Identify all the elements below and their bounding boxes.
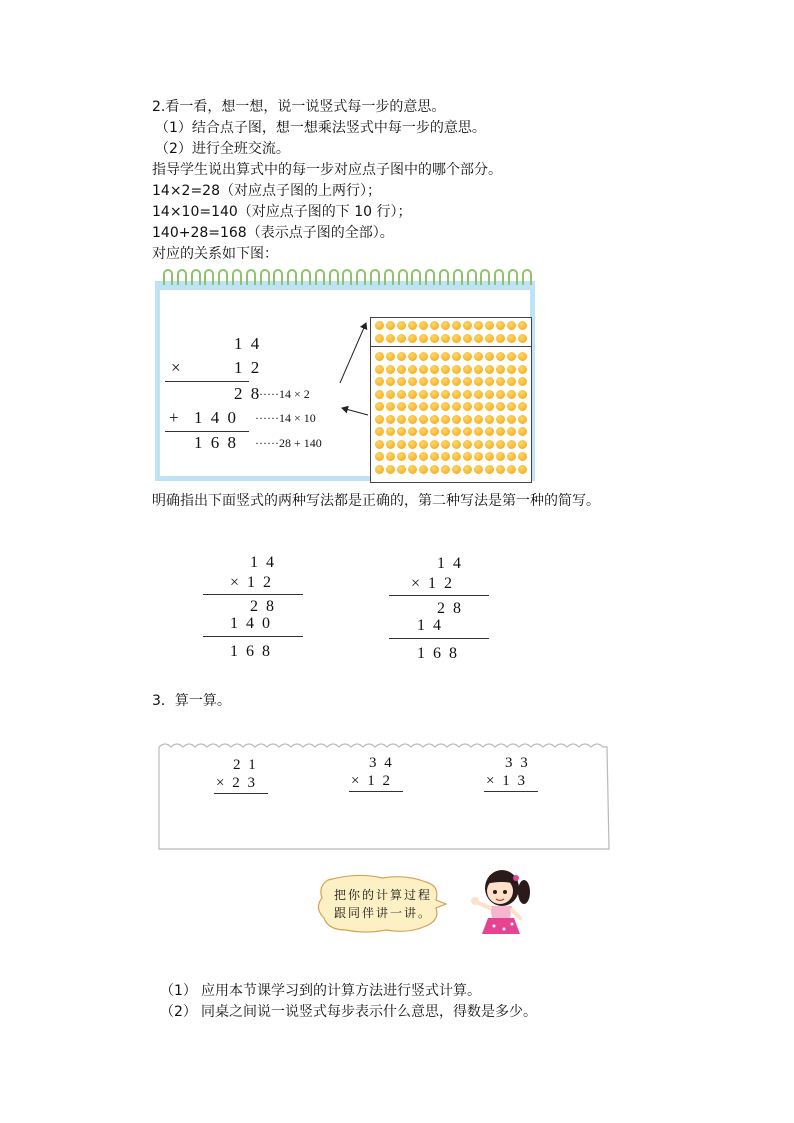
binding-ring: [218, 269, 228, 285]
exercise3-b: × 1 3: [486, 773, 527, 789]
grid-dot: [518, 390, 527, 399]
grid-dot: [485, 415, 494, 424]
form1-b: × 1 2: [230, 574, 274, 591]
grid-dot: [452, 440, 461, 449]
grid-dot: [386, 465, 395, 474]
grid-dot: [430, 390, 439, 399]
grid-dot: [452, 352, 461, 361]
form1-a: 1 4: [250, 554, 276, 571]
form2-rule-2: [389, 638, 489, 639]
grid-dot: [485, 390, 494, 399]
grid-dot: [408, 415, 417, 424]
grid-dot: [386, 365, 395, 374]
section2-guide: 指导学生说出算式中的每一步对应点子图中的哪个部分。: [152, 162, 502, 178]
form2-p2: 1 4: [417, 617, 443, 634]
grid-dot: [485, 465, 494, 474]
diagram-row5: 1 6 8: [194, 433, 238, 452]
girl-illustration: [464, 866, 534, 938]
grid-dot: [496, 465, 505, 474]
grid-dot: [408, 321, 417, 330]
grid-dot: [474, 365, 483, 374]
section3-title: 3．算一算。: [152, 693, 231, 709]
grid-dot: [375, 352, 384, 361]
binding-ring: [301, 269, 311, 285]
grid-dot: [452, 334, 461, 343]
relation-caption: 对应的关系如下图：: [152, 246, 278, 262]
grid-dot: [441, 415, 450, 424]
section2-title: 2.看一看，想一想，说一说竖式每一步的意思。: [152, 99, 446, 115]
binding-ring: [177, 269, 187, 285]
grid-dot: [397, 365, 406, 374]
binding-ring: [342, 269, 352, 285]
grid-dot: [441, 452, 450, 461]
exercise2-rule: [349, 791, 403, 792]
binding-ring: [384, 269, 394, 285]
section2-step2: （2）进行全班交流。: [155, 141, 290, 157]
binding-ring: [287, 269, 297, 285]
grid-dot: [474, 402, 483, 411]
exercise3-rule: [484, 791, 538, 792]
grid-dot: [441, 390, 450, 399]
grid-dot: [375, 440, 384, 449]
grid-dot: [518, 365, 527, 374]
grid-dot: [485, 321, 494, 330]
grid-dot: [430, 427, 439, 436]
binding-ring: [191, 269, 201, 285]
diagram-row4: 1 4 0: [194, 408, 238, 427]
grid-dot: [518, 321, 527, 330]
diagram-rule-2: [165, 431, 249, 432]
grid-dot: [386, 334, 395, 343]
grid-dot: [397, 352, 406, 361]
grid-dot: [375, 465, 384, 474]
grid-dot: [408, 352, 417, 361]
grid-dot: [441, 402, 450, 411]
grid-dot: [452, 452, 461, 461]
binding-ring: [494, 269, 504, 285]
grid-dot: [386, 390, 395, 399]
grid-dot: [386, 440, 395, 449]
grid-dot: [496, 352, 505, 361]
grid-dot: [419, 452, 428, 461]
grid-dot: [419, 377, 428, 386]
grid-dot: [408, 452, 417, 461]
grid-dot: [419, 321, 428, 330]
form2-b: × 1 2: [411, 575, 455, 592]
grid-dot: [474, 452, 483, 461]
diagram-row2: 1 2: [234, 358, 262, 377]
grid-dot: [507, 321, 516, 330]
dot-grid: [370, 317, 532, 483]
grid-dot: [408, 390, 417, 399]
grid-dot: [507, 334, 516, 343]
grid-dot: [518, 465, 527, 474]
binding-ring: [411, 269, 421, 285]
grid-dot: [375, 334, 384, 343]
grid-dot: [474, 352, 483, 361]
note2-number: （2）: [160, 1004, 197, 1020]
note2-text: 同桌之间说一说竖式每步表示什么意思，得数是多少。: [201, 1004, 537, 1020]
grid-dot: [474, 377, 483, 386]
form1-rule-2: [203, 636, 303, 637]
grid-dot: [408, 377, 417, 386]
grid-dot: [507, 365, 516, 374]
form2-rule-1: [389, 595, 489, 596]
section2-step1: （1）结合点子图，想一想乘法竖式中每一步的意思。: [155, 120, 486, 136]
grid-dot: [452, 390, 461, 399]
grid-dot: [474, 440, 483, 449]
form1-p2: 1 4 0: [230, 615, 272, 632]
grid-dot: [496, 321, 505, 330]
equation-2: 14×10=140（对应点子图的下 10 行）；: [152, 204, 412, 220]
grid-dot: [518, 440, 527, 449]
clarify-text: 明确指出下面竖式的两种写法都是正确的，第二种写法是第一种的简写。: [152, 493, 600, 509]
grid-dot: [496, 440, 505, 449]
diagram-rule-1: [165, 381, 249, 382]
grid-dot: [452, 321, 461, 330]
grid-dot: [419, 440, 428, 449]
exercise2-b: × 1 2: [351, 773, 392, 789]
grid-dot: [452, 427, 461, 436]
grid-dot: [397, 321, 406, 330]
exercise1-a: 2 1: [233, 757, 258, 773]
binding-ring: [467, 269, 477, 285]
grid-dot: [452, 402, 461, 411]
grid-dot: [375, 427, 384, 436]
grid-dot: [518, 352, 527, 361]
grid-dot: [485, 402, 494, 411]
grid-dot: [507, 452, 516, 461]
grid-dot: [496, 334, 505, 343]
grid-dot: [507, 352, 516, 361]
grid-dot: [408, 334, 417, 343]
grid-dot: [441, 440, 450, 449]
grid-dot: [419, 352, 428, 361]
grid-dot: [397, 427, 406, 436]
grid-dot: [430, 352, 439, 361]
grid-dot: [463, 465, 472, 474]
binding-ring: [315, 269, 325, 285]
grid-dot: [452, 465, 461, 474]
grid-dot: [375, 402, 384, 411]
grid-dot: [474, 321, 483, 330]
grid-dot: [408, 427, 417, 436]
grid-dot: [496, 365, 505, 374]
note1-text: 应用本节课学习到的计算方法进行竖式计算。: [201, 983, 481, 999]
grid-dot: [474, 390, 483, 399]
grid-dot: [518, 334, 527, 343]
grid-dot: [419, 365, 428, 374]
grid-dot: [419, 427, 428, 436]
grid-dot: [496, 415, 505, 424]
grid-dot: [463, 452, 472, 461]
form1-rule-1: [203, 594, 303, 595]
diagram-row1: 1 4: [234, 334, 262, 353]
diagram-plus-sign: +: [169, 408, 181, 427]
form2-a: 1 4: [437, 555, 463, 572]
exercise1-b: × 2 3: [216, 775, 257, 791]
grid-dot: [408, 440, 417, 449]
grid-dot: [518, 415, 527, 424]
panel-content: [160, 290, 530, 476]
grid-dot: [386, 402, 395, 411]
grid-dot: [463, 427, 472, 436]
exercise3-a: 3 3: [505, 755, 530, 771]
binding-ring: [370, 269, 380, 285]
note1-number: （1）: [160, 983, 197, 999]
grid-dot: [463, 377, 472, 386]
bubble-line2: 跟同伴讲一讲。: [334, 906, 433, 920]
grid-dot: [518, 377, 527, 386]
grid-dot: [375, 452, 384, 461]
grid-dot: [507, 390, 516, 399]
grid-dot: [485, 377, 494, 386]
binding-ring: [453, 269, 463, 285]
grid-dot: [463, 402, 472, 411]
grid-dot: [485, 427, 494, 436]
binding-ring: [522, 269, 532, 285]
grid-dot: [485, 352, 494, 361]
grid-dot: [397, 390, 406, 399]
grid-dot: [463, 365, 472, 374]
grid-dot: [397, 452, 406, 461]
binding-ring: [260, 269, 270, 285]
grid-dot: [441, 352, 450, 361]
binding-ring: [273, 269, 283, 285]
binding-ring: [246, 269, 256, 285]
binding-ring: [439, 269, 449, 285]
grid-dot: [430, 377, 439, 386]
exercise2-a: 3 4: [369, 755, 394, 771]
grid-dot: [485, 452, 494, 461]
grid-dot: [441, 427, 450, 436]
grid-dot: [463, 334, 472, 343]
diagram-row3: 2 8: [234, 384, 262, 403]
grid-dot: [518, 402, 527, 411]
diagram-row4-note: ······14 × 10: [255, 411, 316, 425]
grid-dot: [397, 402, 406, 411]
grid-dot: [386, 352, 395, 361]
dot-grid-divider: [371, 346, 531, 347]
grid-dot: [496, 402, 505, 411]
form1-sum: 1 6 8: [230, 643, 272, 660]
grid-dot: [419, 465, 428, 474]
grid-dot: [452, 415, 461, 424]
grid-dot: [386, 427, 395, 436]
bubble-line1: 把你的计算过程: [334, 888, 433, 902]
grid-dot: [441, 465, 450, 474]
grid-dot: [419, 402, 428, 411]
binding-ring: [398, 269, 408, 285]
grid-dot: [375, 377, 384, 386]
grid-dot: [496, 377, 505, 386]
arrows: [330, 315, 375, 430]
grid-dot: [463, 321, 472, 330]
exercise1-rule: [214, 793, 268, 794]
grid-dot: [408, 465, 417, 474]
grid-dot: [441, 321, 450, 330]
grid-dot: [430, 402, 439, 411]
binding-ring: [163, 269, 173, 285]
grid-dot: [397, 465, 406, 474]
grid-dot: [375, 390, 384, 399]
grid-dot: [419, 415, 428, 424]
grid-dot: [441, 334, 450, 343]
grid-dot: [452, 377, 461, 386]
grid-dot: [474, 427, 483, 436]
binding-ring: [508, 269, 518, 285]
grid-dot: [463, 440, 472, 449]
grid-dot: [474, 415, 483, 424]
grid-dot: [386, 452, 395, 461]
diagram-row3-note: ······14 × 2: [255, 387, 310, 401]
grid-dot: [386, 321, 395, 330]
grid-dot: [507, 465, 516, 474]
binding-ring: [356, 269, 366, 285]
grid-dot: [474, 465, 483, 474]
grid-dot: [507, 377, 516, 386]
grid-dot: [452, 365, 461, 374]
grid-dot: [430, 415, 439, 424]
grid-dot: [507, 402, 516, 411]
grid-dot: [430, 365, 439, 374]
binding-ring: [425, 269, 435, 285]
grid-dot: [485, 334, 494, 343]
grid-dot: [463, 390, 472, 399]
form2-p1: 2 8: [437, 600, 463, 617]
form2-sum: 1 6 8: [417, 645, 459, 662]
grid-dot: [397, 377, 406, 386]
grid-dot: [485, 440, 494, 449]
grid-dot: [430, 334, 439, 343]
arrow-to-bottom-rows: [342, 408, 368, 415]
binding-ring: [232, 269, 242, 285]
grid-dot: [430, 321, 439, 330]
grid-dot: [507, 427, 516, 436]
binding-ring: [329, 269, 339, 285]
grid-dot: [430, 452, 439, 461]
binding-ring: [480, 269, 490, 285]
grid-dot: [518, 452, 527, 461]
grid-dot: [518, 427, 527, 436]
grid-dot: [397, 440, 406, 449]
grid-dot: [441, 377, 450, 386]
grid-dot: [419, 334, 428, 343]
grid-dot: [496, 452, 505, 461]
grid-dot: [397, 415, 406, 424]
grid-dot: [496, 427, 505, 436]
equation-1: 14×2=28（对应点子图的上两行）；: [152, 183, 381, 199]
grid-dot: [441, 365, 450, 374]
notebook-panel: [155, 281, 535, 481]
equation-3: 140+28=168（表示点子图的全部）。: [152, 225, 394, 241]
grid-dot: [463, 352, 472, 361]
form1-p1: 2 8: [250, 598, 276, 615]
grid-dot: [507, 415, 516, 424]
diagram-row5-note: ······28 + 140: [255, 436, 322, 450]
grid-dot: [375, 321, 384, 330]
grid-dot: [386, 377, 395, 386]
grid-dot: [375, 365, 384, 374]
diagram-times-sign: ×: [171, 358, 183, 377]
grid-dot: [408, 402, 417, 411]
grid-dot: [430, 440, 439, 449]
binding-ring: [204, 269, 214, 285]
grid-dot: [485, 365, 494, 374]
grid-dot: [386, 415, 395, 424]
grid-dot: [419, 390, 428, 399]
grid-dot: [408, 365, 417, 374]
grid-dot: [507, 440, 516, 449]
grid-dot: [375, 415, 384, 424]
grid-dot: [496, 390, 505, 399]
grid-dot: [430, 465, 439, 474]
grid-dot: [463, 415, 472, 424]
grid-dot: [397, 334, 406, 343]
grid-dot: [474, 334, 483, 343]
arrow-to-top-rows: [340, 323, 366, 383]
